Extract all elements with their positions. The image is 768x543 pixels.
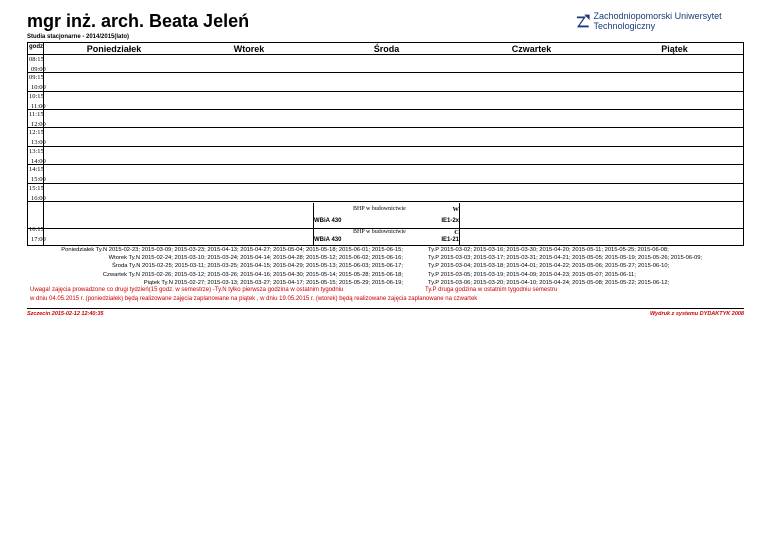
- time-end: 10:00: [31, 84, 46, 91]
- day-header-wednesday: Środa: [373, 44, 400, 54]
- time-start: 16:15: [29, 226, 44, 233]
- class-subject: BHP w budownictwie: [353, 206, 406, 212]
- row-divider: [28, 183, 743, 184]
- column-divider: [459, 203, 460, 245]
- day-header-monday: Poniedziałek: [86, 44, 142, 54]
- day-header-friday: Piątek: [661, 44, 688, 54]
- note-line-2: w dniu 04.05.2015 r. (poniedziałek) będą realizowane zajęcia zaplanowane na piątek , w dniu 19.05.2015 r. (wtorek) będą realizowane zajęcia zaplanowane na czwartek: [30, 296, 478, 302]
- dates-row: Ty.P 2015-03-03; 2015-03-17; 2015-03-31; 2015-04-21; 2015-05-05; 2015-05-19; 2015-05-26; 2015-06-09;: [428, 255, 703, 262]
- dates-row: Ty.P 2015-03-02; 2015-03-16; 2015-03-30; 2015-04-20; 2015-05-11; 2015-05-25; 2015-06-08;: [428, 247, 669, 253]
- dates-row: Ty.P 2015-03-06; 2015-03-20; 2015-04-10; 2015-04-24; 2015-05-08; 2015-05-22; 2015-06-12;: [428, 279, 670, 286]
- page-title: mgr inż. arch. Beata Jeleń: [27, 11, 250, 31]
- dates-week-p: [428, 246, 702, 287]
- time-end: 13:00: [31, 139, 46, 146]
- dates-row: Ty.P 2015-03-05; 2015-03-19; 2015-04-09; 2015-04-23; 2015-05-07; 2015-06-11;: [428, 271, 636, 278]
- time-start: 10:15: [29, 93, 44, 100]
- footer-timestamp: Szczecin 2015-02-12 12:40:35: [27, 311, 104, 317]
- time-end: 14:00: [31, 158, 46, 165]
- row-divider: [28, 201, 743, 202]
- time-start: 11:15: [29, 111, 44, 118]
- dates-row: Piątek Ty.N 2015-02-27; 2015-03-13; 2015-03-27; 2015-04-17; 2015-05-15; 2015-05-29; 2015-06-19;: [143, 279, 403, 286]
- dates-row: Poniedziałek Ty.N 2015-02-23; 2015-03-09; 2015-03-23; 2015-04-13; 2015-04-27; 2015-05-04; 2015-05-18; 2015-06-01; 2015-06-15;: [61, 247, 403, 253]
- time-end: 11:00: [31, 103, 46, 110]
- time-start: 13:15: [29, 148, 44, 155]
- row-divider: [28, 54, 743, 55]
- class-block-lecture[interactable]: [313, 206, 459, 228]
- class-group: IE1-2x: [441, 218, 459, 224]
- row-divider: [28, 146, 743, 147]
- footer-system: Wydruk z systemu DYDAKTYK 2008: [649, 311, 744, 317]
- row-divider: [28, 127, 743, 128]
- class-block-exercise[interactable]: [313, 229, 459, 245]
- row-divider: [28, 72, 743, 73]
- university-name: Zachodniopomorski Uniwersytet Technologiczny: [593, 11, 722, 31]
- page-subtitle: Studia stacjonarne - 2014/2015(lato): [27, 34, 130, 40]
- class-type: C: [454, 229, 459, 236]
- row-divider: [28, 109, 743, 110]
- day-header-thursday: Czwartek: [511, 44, 552, 54]
- university-logo: [576, 13, 768, 29]
- time-start: 15:15: [29, 185, 44, 192]
- dates-row: Czwartek Ty.N 2015-02-26; 2015-03-12; 2015-03-26; 2015-04-16; 2015-04-30; 2015-05-14; 2015-05-28; 2015-06-18;: [102, 271, 403, 278]
- godz-header: godz: [29, 44, 43, 50]
- row-divider: [28, 164, 743, 165]
- dates-row: Środa Ty.N 2015-02-25; 2015-03-11; 2015-03-25; 2015-04-15; 2015-04-29; 2015-05-13; 2015-06-03; 2015-06-17;: [111, 263, 403, 270]
- day-header-tuesday: Wtorek: [233, 44, 265, 54]
- time-end: 17:00: [31, 236, 46, 243]
- timetable-grid: [27, 42, 744, 246]
- row-divider: [28, 91, 743, 92]
- class-subject: BHP w budownictwie: [353, 229, 406, 235]
- dates-week-n: [61, 246, 403, 287]
- time-end: 16:00: [31, 195, 46, 202]
- time-end: 12:00: [31, 121, 46, 128]
- dates-row: Ty.P 2015-03-04; 2015-03-18; 2015-04-01; 2015-04-22; 2015-05-06; 2015-05-27; 2015-06-10;: [428, 263, 670, 270]
- university-logo-icon: [576, 13, 591, 29]
- time-start: 14:15: [29, 166, 44, 173]
- time-end: 09:00: [31, 66, 46, 73]
- note-text-p: Ty.P druga godzina w ostatnim tygodniu semestru: [425, 287, 558, 293]
- class-group: IE1-21: [441, 237, 459, 243]
- class-room: WBiA 430: [314, 218, 342, 224]
- class-type: W: [452, 206, 459, 213]
- class-room: WBiA 430: [314, 237, 342, 243]
- footer-divider: [27, 308, 744, 309]
- note-line-1: [30, 287, 558, 293]
- time-start: 12:15: [29, 129, 44, 136]
- note-text: Uwaga! zajęcia prowadzone co drugi tydzień(15 godz. w semestrze) -Ty.N tylko pierwsza godzina w ostatnim tygodniu: [30, 287, 344, 293]
- time-end: 15:00: [31, 176, 46, 183]
- time-start: 09:15: [29, 74, 44, 81]
- dates-row: Wtorek Ty.N 2015-02-24; 2015-03-10; 2015-03-24; 2015-04-14; 2015-04-28; 2015-05-12; 2015-06-02; 2015-06-16;: [108, 255, 403, 262]
- time-start: 08:15: [29, 56, 44, 63]
